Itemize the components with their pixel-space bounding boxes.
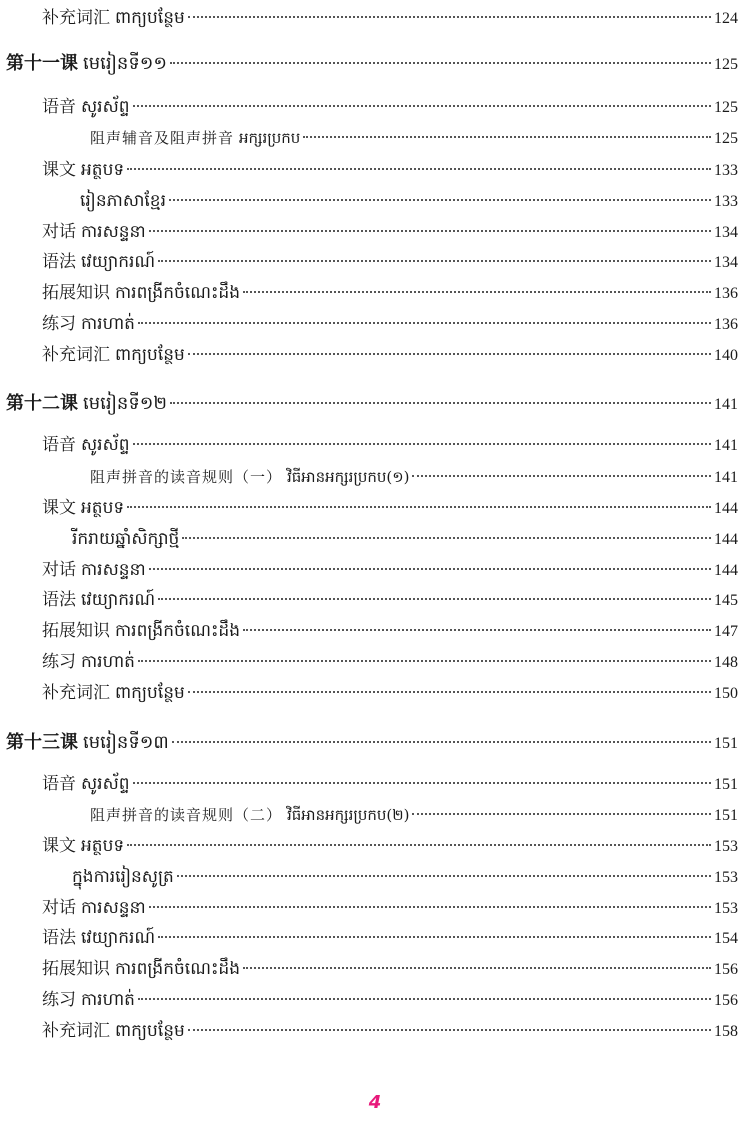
entry-chinese-label: 拓展知识 bbox=[42, 621, 110, 641]
toc-entry[interactable] bbox=[42, 281, 738, 306]
entry-page-number: 134 bbox=[714, 254, 738, 271]
entry-page-number: 133 bbox=[714, 193, 738, 210]
entry-chinese-label: 课文 bbox=[42, 160, 76, 180]
leader-dots bbox=[188, 1029, 711, 1031]
entry-page-number: 154 bbox=[714, 930, 738, 947]
leader-dots bbox=[243, 967, 711, 969]
entry-chinese-label: 语音 bbox=[42, 435, 76, 455]
leader-dots bbox=[149, 568, 711, 570]
toc-entry[interactable] bbox=[42, 896, 738, 921]
entry-chinese-label: 阻声拼音的读音规则（二） bbox=[90, 806, 283, 824]
entry-chinese-label: 拓展知识 bbox=[42, 959, 110, 979]
entry-khmer-label: វិធីអានអក្សរប្រកប(២) bbox=[287, 806, 410, 824]
leader-dots bbox=[177, 875, 711, 877]
leader-dots bbox=[188, 353, 711, 355]
toc-subentry[interactable] bbox=[90, 803, 738, 828]
entry-khmer-label: ការសន្ទនា bbox=[81, 560, 146, 580]
lesson-chinese-label: 第十一课 bbox=[6, 53, 78, 74]
toc-entry[interactable] bbox=[42, 957, 738, 982]
toc-entry[interactable] bbox=[42, 220, 738, 245]
entry-page-number: 158 bbox=[714, 1023, 738, 1040]
entry-page-number: 153 bbox=[714, 900, 738, 917]
entry-page-number: 145 bbox=[714, 592, 738, 609]
entry-khmer-label: ពាក្យបន្ថែម bbox=[115, 8, 185, 28]
leader-dots bbox=[127, 506, 711, 508]
lesson-khmer-label: មេរៀនទី១១ bbox=[83, 53, 168, 74]
entry-khmer-label: សូរស័ព្ទ bbox=[81, 774, 130, 794]
leader-dots bbox=[170, 402, 711, 404]
entry-chinese-label: 拓展知识 bbox=[42, 283, 110, 303]
entry-chinese-label: 对话 bbox=[42, 222, 76, 242]
leader-dots bbox=[138, 660, 711, 662]
entry-khmer-label: អត្ថបទ bbox=[81, 498, 125, 518]
entry-khmer-label: វិធីអានអក្សរប្រកប(១) bbox=[287, 468, 410, 486]
leader-dots bbox=[133, 105, 711, 107]
entry-khmer-label: ការពង្រីកចំណេះដឹង bbox=[115, 283, 241, 303]
entry-khmer-label: វេយ្យាករណ៍ bbox=[81, 928, 156, 948]
entry-khmer-label: ពាក្យបន្ថែម bbox=[115, 1021, 185, 1041]
entry-chinese-label: 课文 bbox=[42, 498, 76, 518]
leader-dots bbox=[170, 62, 711, 64]
entry-page-number: 147 bbox=[714, 623, 738, 640]
entry-chinese-label: 课文 bbox=[42, 836, 76, 856]
entry-page-number: 140 bbox=[714, 347, 738, 364]
entry-khmer-label: ពាក្យបន្ថែម bbox=[115, 683, 185, 703]
entry-page-number: 136 bbox=[714, 316, 738, 333]
toc-entry[interactable] bbox=[42, 834, 738, 859]
entry-page-number: 151 bbox=[714, 807, 738, 824]
toc-entry[interactable] bbox=[42, 158, 738, 183]
entry-khmer-label: ការហាត់ bbox=[81, 314, 135, 334]
entry-khmer-label: ការសន្ទនា bbox=[81, 898, 146, 918]
entry-chinese-label: 练习 bbox=[42, 990, 76, 1010]
entry-page-number: 144 bbox=[714, 562, 738, 579]
leader-dots bbox=[158, 260, 711, 262]
toc-entry[interactable] bbox=[42, 496, 738, 521]
entry-chinese-label: 阻声拼音的读音规则（一） bbox=[90, 468, 283, 486]
entry-chinese-label: 语音 bbox=[42, 774, 76, 794]
entry-khmer-label: ពាក្យបន្ថែម bbox=[115, 345, 185, 365]
entry-page-number: 151 bbox=[714, 776, 738, 793]
entry-page-number: 144 bbox=[714, 531, 738, 548]
leader-dots bbox=[127, 844, 711, 846]
entry-khmer-label: ការហាត់ bbox=[81, 652, 135, 672]
toc-entry[interactable] bbox=[42, 433, 738, 458]
lesson-chinese-label: 第十二课 bbox=[6, 393, 78, 414]
toc-entry[interactable] bbox=[42, 926, 738, 951]
leader-dots bbox=[188, 16, 711, 18]
leader-dots bbox=[133, 782, 711, 784]
entry-page-number: 150 bbox=[714, 685, 738, 702]
entry-page-number: 136 bbox=[714, 285, 738, 302]
entry-page-number: 151 bbox=[714, 735, 738, 752]
entry-chinese-label: 对话 bbox=[42, 898, 76, 918]
leader-dots bbox=[149, 906, 711, 908]
entry-page-number: 156 bbox=[714, 992, 738, 1009]
entry-chinese-label: 语法 bbox=[42, 928, 76, 948]
leader-dots bbox=[138, 998, 711, 1000]
entry-chinese-label: 对话 bbox=[42, 560, 76, 580]
page-number: 4 bbox=[368, 1092, 382, 1113]
entry-page-number: 141 bbox=[714, 469, 738, 486]
toc-entry[interactable] bbox=[42, 588, 738, 613]
entry-page-number: 133 bbox=[714, 162, 738, 179]
toc-subentry[interactable] bbox=[90, 465, 738, 490]
entry-page-number: 144 bbox=[714, 500, 738, 517]
leader-dots bbox=[138, 322, 711, 324]
entry-chinese-label: 阻声辅音及阻声拼音 bbox=[90, 129, 235, 147]
lesson-khmer-label: មេរៀនទី១៣ bbox=[83, 732, 169, 753]
leader-dots bbox=[243, 629, 711, 631]
entry-khmer-label: សូរស័ព្ទ bbox=[81, 97, 130, 117]
toc-entry[interactable] bbox=[42, 95, 738, 120]
leader-dots bbox=[158, 936, 711, 938]
entry-page-number: 153 bbox=[714, 838, 738, 855]
leader-dots bbox=[172, 741, 711, 743]
toc-entry[interactable] bbox=[42, 558, 738, 583]
entry-chinese-label: 语法 bbox=[42, 590, 76, 610]
entry-khmer-label: វេយ្យាករណ៍ bbox=[81, 252, 156, 272]
entry-khmer-title: រីករាយឆ្នាំសិក្សាថ្មី bbox=[72, 529, 180, 549]
toc-subentry[interactable] bbox=[90, 126, 738, 151]
leader-dots bbox=[158, 598, 711, 600]
leader-dots bbox=[149, 230, 711, 232]
toc-entry[interactable] bbox=[42, 312, 738, 337]
entry-khmer-title: រៀនភាសាខ្មែរ bbox=[80, 191, 166, 211]
entry-page-number: 125 bbox=[714, 56, 738, 73]
entry-khmer-label: អត្ថបទ bbox=[81, 160, 125, 180]
toc-lesson-entry[interactable] bbox=[6, 52, 738, 77]
leader-dots bbox=[169, 199, 711, 201]
toc-entry[interactable] bbox=[42, 619, 738, 644]
leader-dots bbox=[133, 443, 711, 445]
entry-chinese-label: 语法 bbox=[42, 252, 76, 272]
leader-dots bbox=[303, 136, 711, 138]
entry-khmer-label: វេយ្យាករណ៍ bbox=[81, 590, 156, 610]
entry-page-number: 153 bbox=[714, 869, 738, 886]
toc-lesson-entry[interactable] bbox=[6, 392, 738, 417]
entry-khmer-title: ក្នុងការរៀនសូត្រ bbox=[72, 867, 174, 887]
toc-title-entry[interactable] bbox=[80, 189, 738, 214]
entry-page-number: 124 bbox=[714, 10, 738, 27]
entry-chinese-label: 练习 bbox=[42, 652, 76, 672]
toc-title-entry[interactable] bbox=[72, 865, 738, 890]
toc-entry[interactable] bbox=[42, 250, 738, 275]
leader-dots bbox=[412, 813, 711, 815]
entry-chinese-label: 补充词汇 bbox=[42, 8, 110, 28]
toc-entry[interactable] bbox=[42, 1019, 738, 1044]
lesson-khmer-label: មេរៀនទី១២ bbox=[83, 393, 168, 414]
entry-page-number: 125 bbox=[714, 99, 738, 116]
toc-entry[interactable] bbox=[42, 681, 738, 706]
leader-dots bbox=[182, 537, 711, 539]
leader-dots bbox=[188, 691, 711, 693]
entry-chinese-label: 语音 bbox=[42, 97, 76, 117]
toc-entry[interactable] bbox=[42, 988, 738, 1013]
entry-khmer-label: សូរស័ព្ទ bbox=[81, 435, 130, 455]
entry-chinese-label: 补充词汇 bbox=[42, 1021, 110, 1041]
entry-chinese-label: 补充词汇 bbox=[42, 683, 110, 703]
lesson-chinese-label: 第十三课 bbox=[6, 732, 78, 753]
entry-khmer-label: អត្ថបទ bbox=[81, 836, 125, 856]
leader-dots bbox=[243, 291, 711, 293]
toc-entry[interactable] bbox=[42, 772, 738, 797]
toc-entry[interactable] bbox=[42, 343, 738, 368]
leader-dots bbox=[412, 475, 711, 477]
toc-entry[interactable] bbox=[42, 6, 738, 31]
entry-khmer-label: ការហាត់ bbox=[81, 990, 135, 1010]
entry-khmer-label: អក្សរប្រកប bbox=[239, 129, 301, 147]
entry-page-number: 141 bbox=[714, 396, 738, 413]
leader-dots bbox=[127, 168, 711, 170]
entry-khmer-label: ការពង្រីកចំណេះដឹង bbox=[115, 621, 241, 641]
entry-page-number: 134 bbox=[714, 224, 738, 241]
toc-entry[interactable] bbox=[42, 650, 738, 675]
entry-khmer-label: ការពង្រីកចំណេះដឹង bbox=[115, 959, 241, 979]
entry-page-number: 141 bbox=[714, 437, 738, 454]
entry-page-number: 156 bbox=[714, 961, 738, 978]
entry-chinese-label: 补充词汇 bbox=[42, 345, 110, 365]
toc-lesson-entry[interactable] bbox=[6, 731, 738, 756]
entry-chinese-label: 练习 bbox=[42, 314, 76, 334]
toc-title-entry[interactable] bbox=[72, 527, 738, 552]
entry-page-number: 125 bbox=[714, 130, 738, 147]
entry-page-number: 148 bbox=[714, 654, 738, 671]
entry-khmer-label: ការសន្ទនា bbox=[81, 222, 146, 242]
